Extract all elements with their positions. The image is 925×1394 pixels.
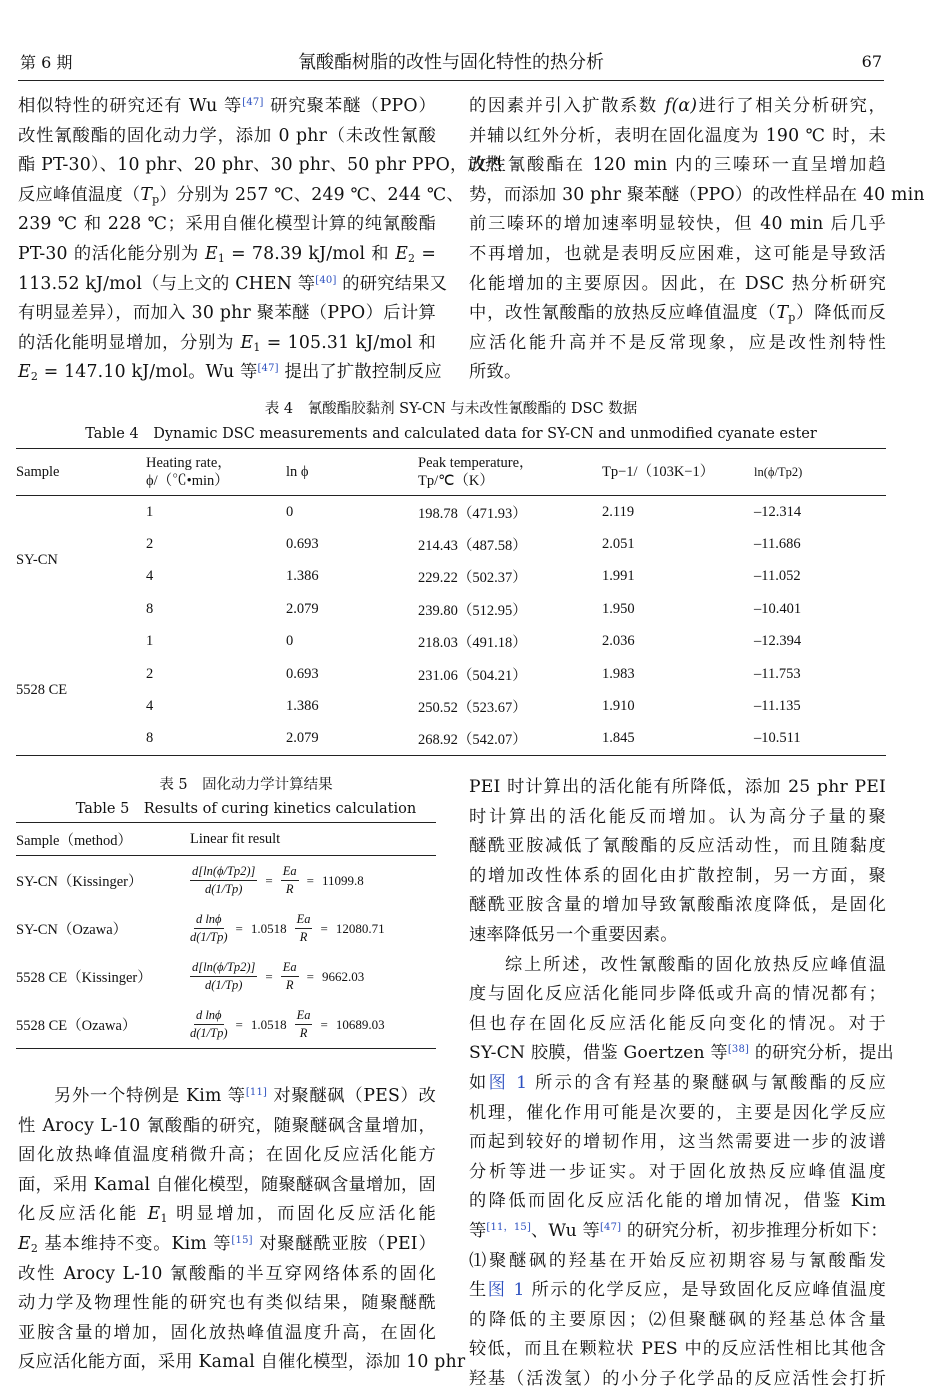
derivative-fraction: $\frac{\text{d lnϕ}}{d(1/Tp)}$	[190, 1008, 228, 1040]
text-line: 分析等进一步证实。对于固化放热反应峰值温度	[469, 1161, 886, 1182]
text-line: 改性 Arocy L-10 氰酸酯的半互穿网络体系的固化	[18, 1263, 436, 1284]
text-line: 反应峰值温度$(T_p)$分别为 257 ℃、249 ℃、244 ℃、	[18, 184, 464, 206]
derivative-fraction: $\frac{d[\ln(\phi/Tp2)]}{d(1/Tp)}$	[192, 864, 256, 896]
cell-rate: 1	[146, 633, 154, 650]
table-row	[16, 561, 886, 593]
text-line: 的降低的主要原因；⑵但聚醚砜的羟基总体含量	[469, 1309, 886, 1330]
text-line: 酯 PT-30）、10 phr、20 phr、30 phr、50 phr PPO，放热	[18, 155, 503, 176]
cell-ln: –12.394	[754, 633, 802, 650]
derivative-fraction: $\frac{\text{d lnϕ}}{d(1/Tp)}$	[190, 912, 228, 944]
sample-method-cell: 5528 CE（Ozawa）	[16, 1017, 137, 1034]
cell-inv: 1.910	[602, 698, 635, 715]
text-line: 较低，而且在颗粒状 PES 中的反应活性相比其他含	[469, 1339, 886, 1360]
header-heating-rate: Heating rate， ϕ/（℃•min）	[146, 455, 232, 489]
citation[interactable]: [47]	[599, 1221, 622, 1233]
text-line: 的因素并引入扩散系数 f(α)进行了相关分析研究，	[469, 96, 886, 116]
fit-value: 9662.03	[322, 968, 365, 984]
cell-peak: 218.03（491.18）	[418, 635, 527, 652]
citation[interactable]: [15]	[231, 1234, 253, 1246]
cell-peak: 198.78（471.93）	[418, 505, 527, 522]
text-line: 的降低而固化反应活化能的增加情况，借鉴 Kim	[469, 1191, 886, 1212]
citation[interactable]: [38]	[727, 1044, 750, 1056]
text-line: 有明显差异），而加入 30 phr 聚苯醚（PPO）后计算	[18, 303, 436, 324]
ea-over-r: $\frac{Ea}{R}$	[282, 864, 297, 896]
right-column-top	[469, 92, 925, 388]
table-row	[16, 626, 886, 658]
cell-inv: 1.950	[602, 600, 635, 617]
text-line: 239 ℃ 和 228 ℃；采用自催化模型计算的纯氰酸酯	[18, 214, 436, 235]
cell-ln: –12.314	[754, 503, 802, 520]
header-sample-method: Sample（method）	[16, 832, 132, 849]
text-line: PEI 时计算出的活化能有所降低，添加 25 phr PEI	[469, 777, 886, 797]
cell-lnphi: 0.693	[286, 665, 319, 682]
citation[interactable]: [47]	[242, 97, 264, 108]
header-sample: Sample	[16, 464, 60, 480]
text-line: 应活化能升高并不是反常现象，应是改性剂特性	[469, 332, 886, 353]
cell-rate: 4	[146, 568, 154, 585]
text-line: PT-30 的活化能分别为 $E_1 = 78.39$ kJ/mol 和 $E_2$ =	[18, 243, 436, 265]
text-line: $E_2 = 147.10$ kJ/mol。Wu 等[47] 提出了扩散控制反应	[18, 362, 442, 384]
text-line: 如图 1 所示的含有羟基的聚醚砜与氰酸酯的反应	[469, 1072, 887, 1093]
citation[interactable]: [40]	[315, 274, 337, 286]
table-row	[16, 1000, 436, 1049]
text-line: 的增加改性体系的固化由扩散控制，另一方面，聚	[469, 865, 886, 886]
text-line: 中，改性氰酸酯的放热反应峰值温度$(T_p)$降低而反	[469, 303, 886, 325]
ea-over-r: $\frac{Ea}{R}$	[282, 960, 297, 992]
table4-caption-cn: 表 4 氰酸酯胶黏剂 SY-CN 与未改性氰酸酯的 DSC 数据	[264, 401, 638, 417]
cell-lnphi: 0.693	[286, 536, 319, 553]
fit-equation: $\frac{d[\ln(\phi/Tp2)]}{d(1/Tp)}$ = $\frac{Ea}{R}$ = 11099.8	[192, 864, 364, 896]
fit-equation: $\frac{d[\ln(\phi/Tp2)]}{d(1/Tp)}$ = $\frac{Ea}{R}$ = 9662.03	[192, 960, 365, 992]
text-line: 生图 1 所示的化学反应，是导致固化反应峰值温度	[469, 1280, 887, 1301]
cell-inv: 1.983	[602, 665, 635, 682]
citation[interactable]: [11]	[245, 1087, 268, 1098]
text-line: 不再增加，也就是表明反应困难，这可能是导致活	[469, 243, 886, 264]
cell-inv: 2.051	[602, 536, 635, 553]
text-line: 而起到较好的增韧作用，这当然需要进一步的波谱	[469, 1132, 886, 1153]
cell-inv: 2.119	[602, 503, 635, 520]
table-row	[16, 496, 886, 529]
table4-caption-en: Table 4 Dynamic DSC measurements and calculated data for SY-CN and unmodified cyanate ester	[85, 426, 817, 442]
ea-over-r: $\frac{Ea}{R}$	[296, 912, 311, 944]
ea-over-r: $\frac{Ea}{R}$	[296, 1008, 311, 1040]
text-line: 化能增加的主要原因。因此，在 DSC 热分析研究	[469, 273, 886, 294]
text-line: 动力学及物理性能的研究也有类似结果，随聚醚酰	[18, 1293, 436, 1314]
cell-inv: 1.845	[602, 730, 635, 747]
text-line: 综上所述，改性氰酸酯的固化放热反应峰值温	[505, 954, 886, 975]
citation[interactable]: [11，15]	[486, 1221, 532, 1233]
table-row	[16, 952, 436, 1000]
sample-cell: 5528 CE	[16, 681, 68, 698]
table-header-row	[16, 449, 886, 496]
running-title: 氰酸酯树脂的改性与固化特性的热分析	[298, 52, 604, 73]
text-line: 醚酰亚胺含量的增加导致氰酸酯浓度降低，是固化	[469, 895, 886, 916]
table5	[16, 822, 436, 1049]
cell-lnphi: 1.386	[286, 698, 319, 715]
cell-rate: 2	[146, 536, 154, 553]
table-row	[16, 528, 886, 560]
table-row	[16, 856, 436, 905]
text-line: 羟基（活泼氢）的小分子化学品的反应活性会打折	[469, 1368, 886, 1389]
text-line: 时计算出的活化能反而增加。认为高分子量的聚	[469, 806, 886, 827]
cell-inv: 1.991	[602, 568, 635, 585]
text-line: 固化放热峰值温度稍微升高；在固化反应活化能方	[18, 1145, 436, 1166]
cell-peak: 229.22（502.37）	[418, 570, 527, 587]
text-line: 醚酰亚胺减低了氰酸酯的反应活动性，而且随黏度	[469, 836, 886, 857]
header-inverse-temperature: Tp−1/（103K−1）	[602, 464, 715, 480]
text-line: 反应活化能方面，采用 Kamal 自催化模型，添加 10 phr	[18, 1352, 466, 1373]
header-linear-fit: Linear fit result	[190, 830, 281, 847]
text-line: 速率降低另一个重要因素。	[469, 924, 678, 945]
cell-inv: 2.036	[602, 633, 635, 650]
text-line: 度与固化反应活化能同步降低或升高的情况都有；	[469, 984, 886, 1005]
cell-lnphi: 0	[286, 503, 294, 520]
text-line: 等[11，15]、Wu 等[47] 的研究分析，初步推理分析如下：	[469, 1220, 888, 1241]
text-line: 机理，催化作用可能是次要的，主要是因化学反应	[469, 1102, 886, 1123]
sample-method-cell: 5528 CE（Kissinger）	[16, 969, 152, 986]
table-row	[16, 593, 886, 625]
sample-cell: SY-CN	[16, 552, 58, 569]
cell-rate: 1	[146, 503, 154, 520]
figure-link[interactable]: 图 1	[487, 1280, 525, 1301]
text-line: 前三嗪环的增加速率明显较快，但 40 min 后几乎	[469, 214, 886, 235]
header-ln-phi: ln ϕ	[286, 464, 309, 480]
cell-lnphi: 1.386	[286, 568, 319, 585]
text-line: 改性氰酸酯在 120 min 内的三嗪环一直呈增加趋	[469, 155, 886, 176]
cell-rate: 2	[146, 665, 154, 682]
cell-ln: –11.686	[754, 536, 801, 553]
left-column-bottom	[18, 1082, 466, 1378]
cell-peak: 250.52（523.67）	[418, 700, 527, 717]
text-line: ⑴聚醚砜的羟基在开始反应初期容易与氰酸酯发	[469, 1250, 886, 1271]
cell-peak: 231.06（504.21）	[418, 667, 527, 684]
text-line: 面，采用 Kamal 自催化模型，随聚醚砜含量增加，固	[18, 1174, 436, 1195]
text-line: $E_2$ 基本维持不变。Kim 等[15] 对聚醚酰亚胺（PEI）	[18, 1233, 436, 1255]
table5-caption-en: Table 5 Results of curing kinetics calculation	[75, 801, 417, 817]
text-line: SY-CN 胶膜，借鉴 Goertzen 等[38] 的研究分析，提出	[469, 1043, 894, 1064]
header-peak-temperature: Peak temperature， Tp/℃（K）	[418, 455, 534, 489]
text-line: 并辅以红外分析，表明在固化温度为 190 ℃ 时，未	[469, 125, 886, 146]
cell-peak: 239.80（512.95）	[418, 602, 527, 619]
fit-equation: $\frac{\text{d lnϕ}}{d(1/Tp)}$ = 1.0518 $\frac{Ea}{R}$ = 10689.03	[190, 1008, 385, 1040]
sample-method-cell: SY-CN（Kissinger）	[16, 873, 143, 890]
cell-rate: 8	[146, 730, 154, 747]
text-line: 改性氰酸酯的固化动力学，添加 0 phr（未改性氰酸	[18, 125, 436, 146]
fit-value: 12080.71	[335, 920, 385, 936]
derivative-fraction: $\frac{d[\ln(\phi/Tp2)]}{d(1/Tp)}$	[192, 960, 256, 992]
cell-lnphi: 2.079	[286, 600, 319, 617]
text-line: 所致。	[469, 362, 522, 383]
cell-lnphi: 2.079	[286, 730, 319, 747]
table-row	[16, 904, 436, 952]
fit-value: 10689.03	[335, 1016, 385, 1032]
text-line: 但也存在固化反应活化能反向变化的情况。对于	[469, 1013, 886, 1034]
table5-caption-cn: 表 5 固化动力学计算结果	[159, 777, 333, 793]
sample-method-cell: SY-CN（Ozawa）	[16, 921, 128, 938]
cell-rate: 8	[146, 600, 154, 617]
cell-ln: –11.135	[754, 698, 801, 715]
cell-ln: –11.753	[754, 665, 801, 682]
text-line: 化反应活化能 $E_1$ 明显增加，而固化反应活化能	[18, 1204, 436, 1226]
table4	[16, 448, 886, 756]
table-row	[16, 690, 886, 722]
text-line: 的活化能明显增加，分别为 $E_1 = 105.31$ kJ/mol 和	[18, 332, 437, 354]
figure-link[interactable]: 图 1	[488, 1072, 528, 1093]
header-rule	[18, 80, 884, 81]
cell-ln: –10.511	[754, 730, 801, 747]
fit-value: 11099.8	[322, 872, 364, 888]
cell-rate: 4	[146, 698, 154, 715]
fit-equation: $\frac{\text{d lnϕ}}{d(1/Tp)}$ = 1.0518 $\frac{Ea}{R}$ = 12080.71	[190, 912, 385, 944]
right-column-bottom	[469, 773, 894, 1394]
text-line: 亚胺含量的增加，固化放热峰值温度升高，在固化	[18, 1322, 436, 1343]
citation[interactable]: [47]	[257, 363, 279, 375]
page-number: 67	[861, 52, 882, 71]
table-row	[16, 723, 886, 756]
header-ln-ratio: ln(ϕ/Tp2)	[754, 465, 803, 479]
table-row	[16, 658, 886, 690]
cell-peak: 268.92（542.07）	[418, 732, 527, 749]
text-line: 相似特性的研究还有 Wu 等[47] 研究聚苯醚（PPO）	[18, 96, 436, 116]
cell-ln: –11.052	[754, 568, 801, 585]
cell-peak: 214.43（487.58）	[418, 538, 527, 555]
issue-number: 第 6 期	[20, 53, 73, 72]
table-header-row	[16, 823, 436, 856]
cell-ln: –10.401	[754, 600, 802, 617]
text-line: 性 Arocy L-10 氰酸酯的研究，随聚醚砜含量增加，	[18, 1115, 436, 1136]
text-line: 113.52 kJ/mol（与上文的 CHEN 等[40] 的研究结果又	[18, 273, 448, 294]
text-line: 另外一个特例是 Kim 等[11] 对聚醚砜（PES）改	[54, 1086, 436, 1106]
cell-lnphi: 0	[286, 633, 294, 650]
text-line: 势，而添加 30 phr 聚苯醚（PPO）的改性样品在 40 min	[469, 184, 925, 205]
